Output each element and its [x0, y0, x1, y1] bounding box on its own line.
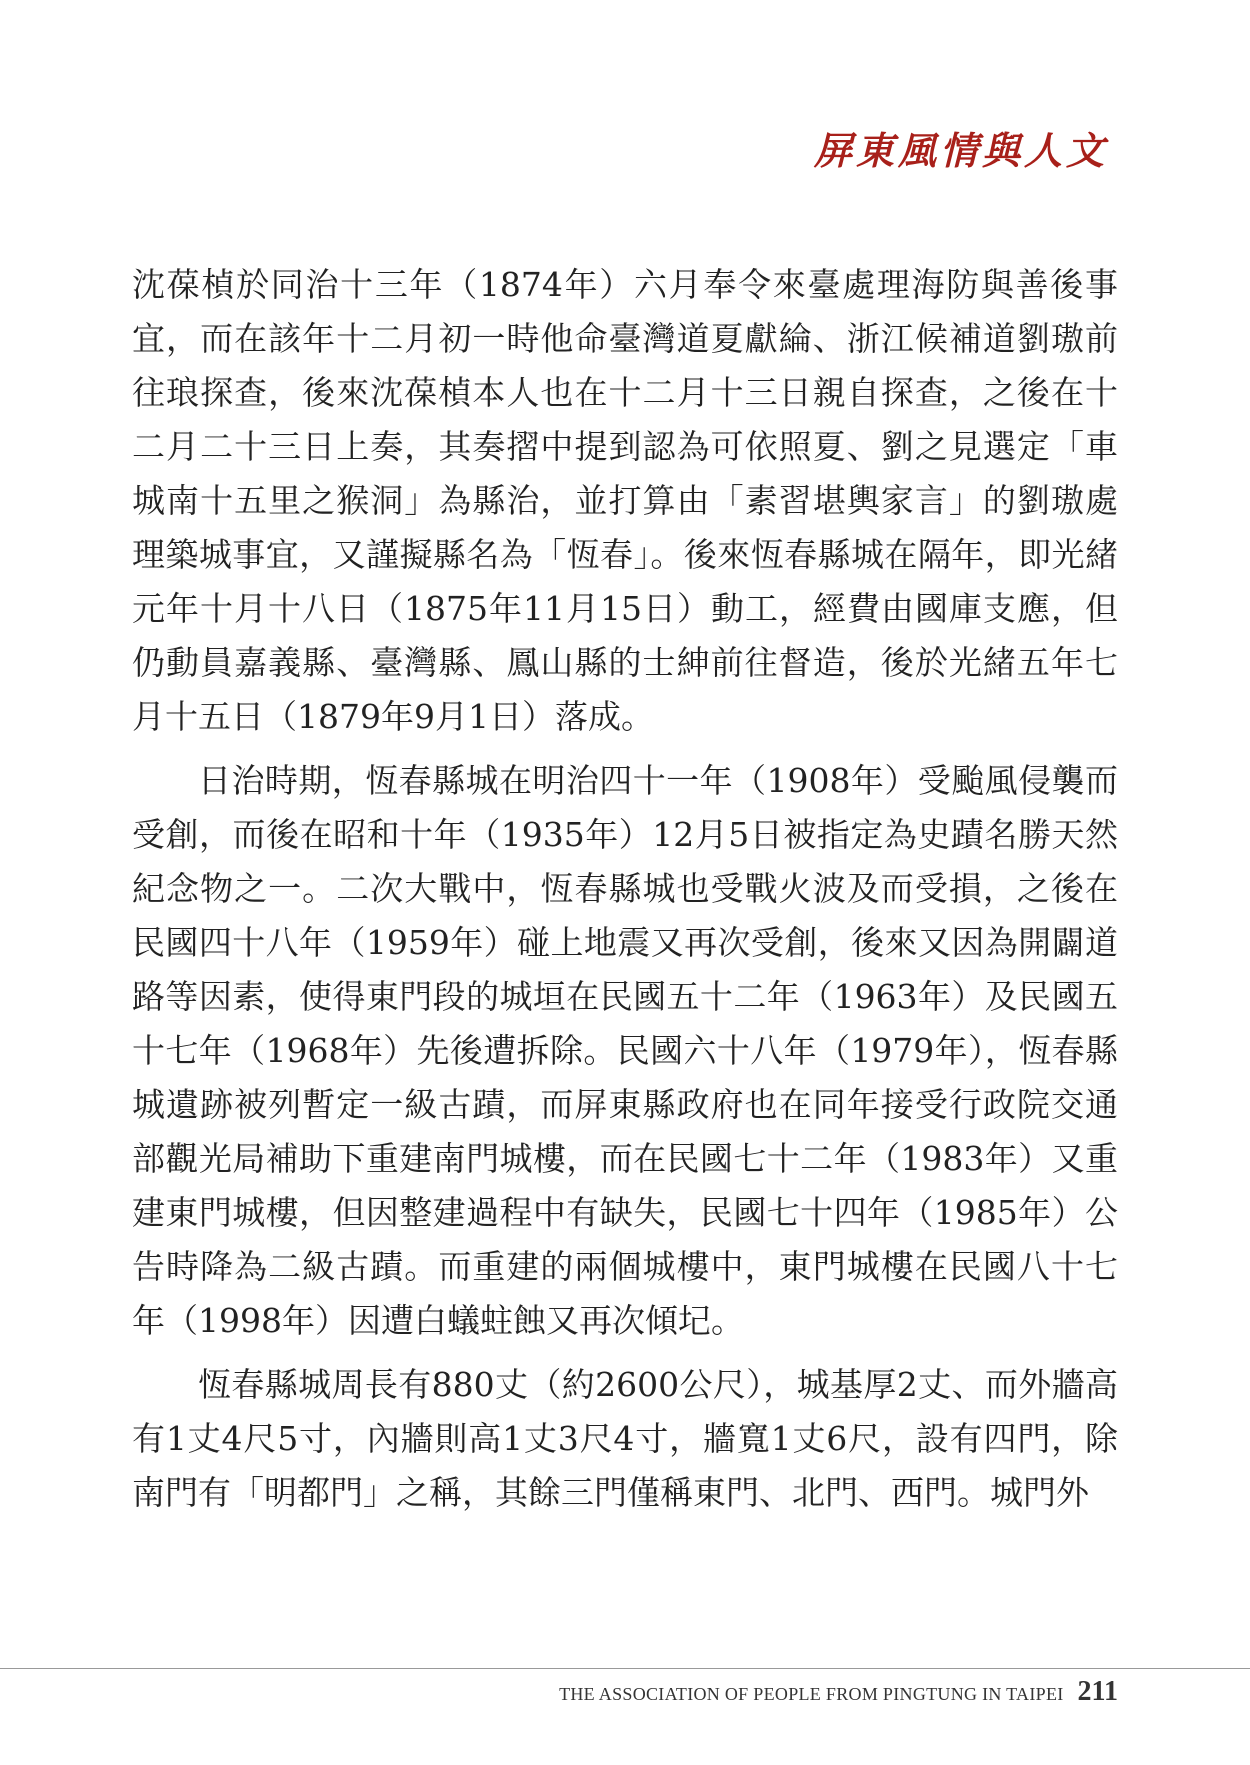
- running-header-title: 屏東風情與人文: [813, 128, 1108, 173]
- body-text: [132, 258, 1118, 1530]
- paragraph-1: 沈葆楨於同治十三年（1874年）六月奉令來臺處理海防與善後事宜，而在該年十二月初一時他命臺灣道夏獻綸、浙江候補道劉璈前往琅探查，後來沈葆楨本人也在十二月十三日親自探查，之後在十二月二十三日上奏，其奏摺中提到認為可依照夏、劉之見選定「車城南十五里之猴洞」為縣治，並打算由「素習堪輿家言」的劉璈處理築城事宜，又謹擬縣名為「恆春」。後來恆春縣城在隔年，即光緒元年十月十八日（1875年11月15日）動工，經費由國庫支應，但仍動員嘉義縣、臺灣縣、鳳山縣的士紳前往督造，後於光緒五年七月十五日（1879年9月1日）落成。: [132, 265, 1118, 736]
- footer-organization: THE ASSOCIATION OF PEOPLE FROM PINGTUNG IN TAIPEI: [559, 1684, 1064, 1704]
- page-number: 211: [1077, 1676, 1118, 1707]
- page-footer: [559, 1676, 1118, 1708]
- paragraph-3: 恆春縣城周長有880丈（約2600公尺），城基厚2丈、而外牆高有1丈4尺5寸，內牆則高1丈3尺4寸，牆寬1丈6尺，設有四門，除南門有「明都門」之稱，其餘三門僅稱東門、北門、西門。城門外: [132, 1365, 1118, 1512]
- paragraph-2: 日治時期，恆春縣城在明治四十一年（1908年）受颱風侵襲而受創，而後在昭和十年（1935年）12月5日被指定為史蹟名勝天然紀念物之一。二次大戰中，恆春縣城也受戰火波及而受損，之後在民國四十八年（1959年）碰上地震又再次受創，後來又因為開闢道路等因素，使得東門段的城垣在民國五十二年（1963年）及民國五十七年（1968年）先後遭拆除。民國六十八年（1979年），恆春縣城遺跡被列暫定一級古蹟，而屏東縣政府也在同年接受行政院交通部觀光局補助下重建南門城樓，而在民國七十二年（1983年）又重建東門城樓，但因整建過程中有缺失，民國七十四年（1985年）公告時降為二級古蹟。而重建的兩個城樓中，東門城樓在民國八十七年（1998年）因遭白蟻蛀蝕又再次傾圮。: [132, 761, 1118, 1340]
- footer-divider: [0, 1668, 1250, 1669]
